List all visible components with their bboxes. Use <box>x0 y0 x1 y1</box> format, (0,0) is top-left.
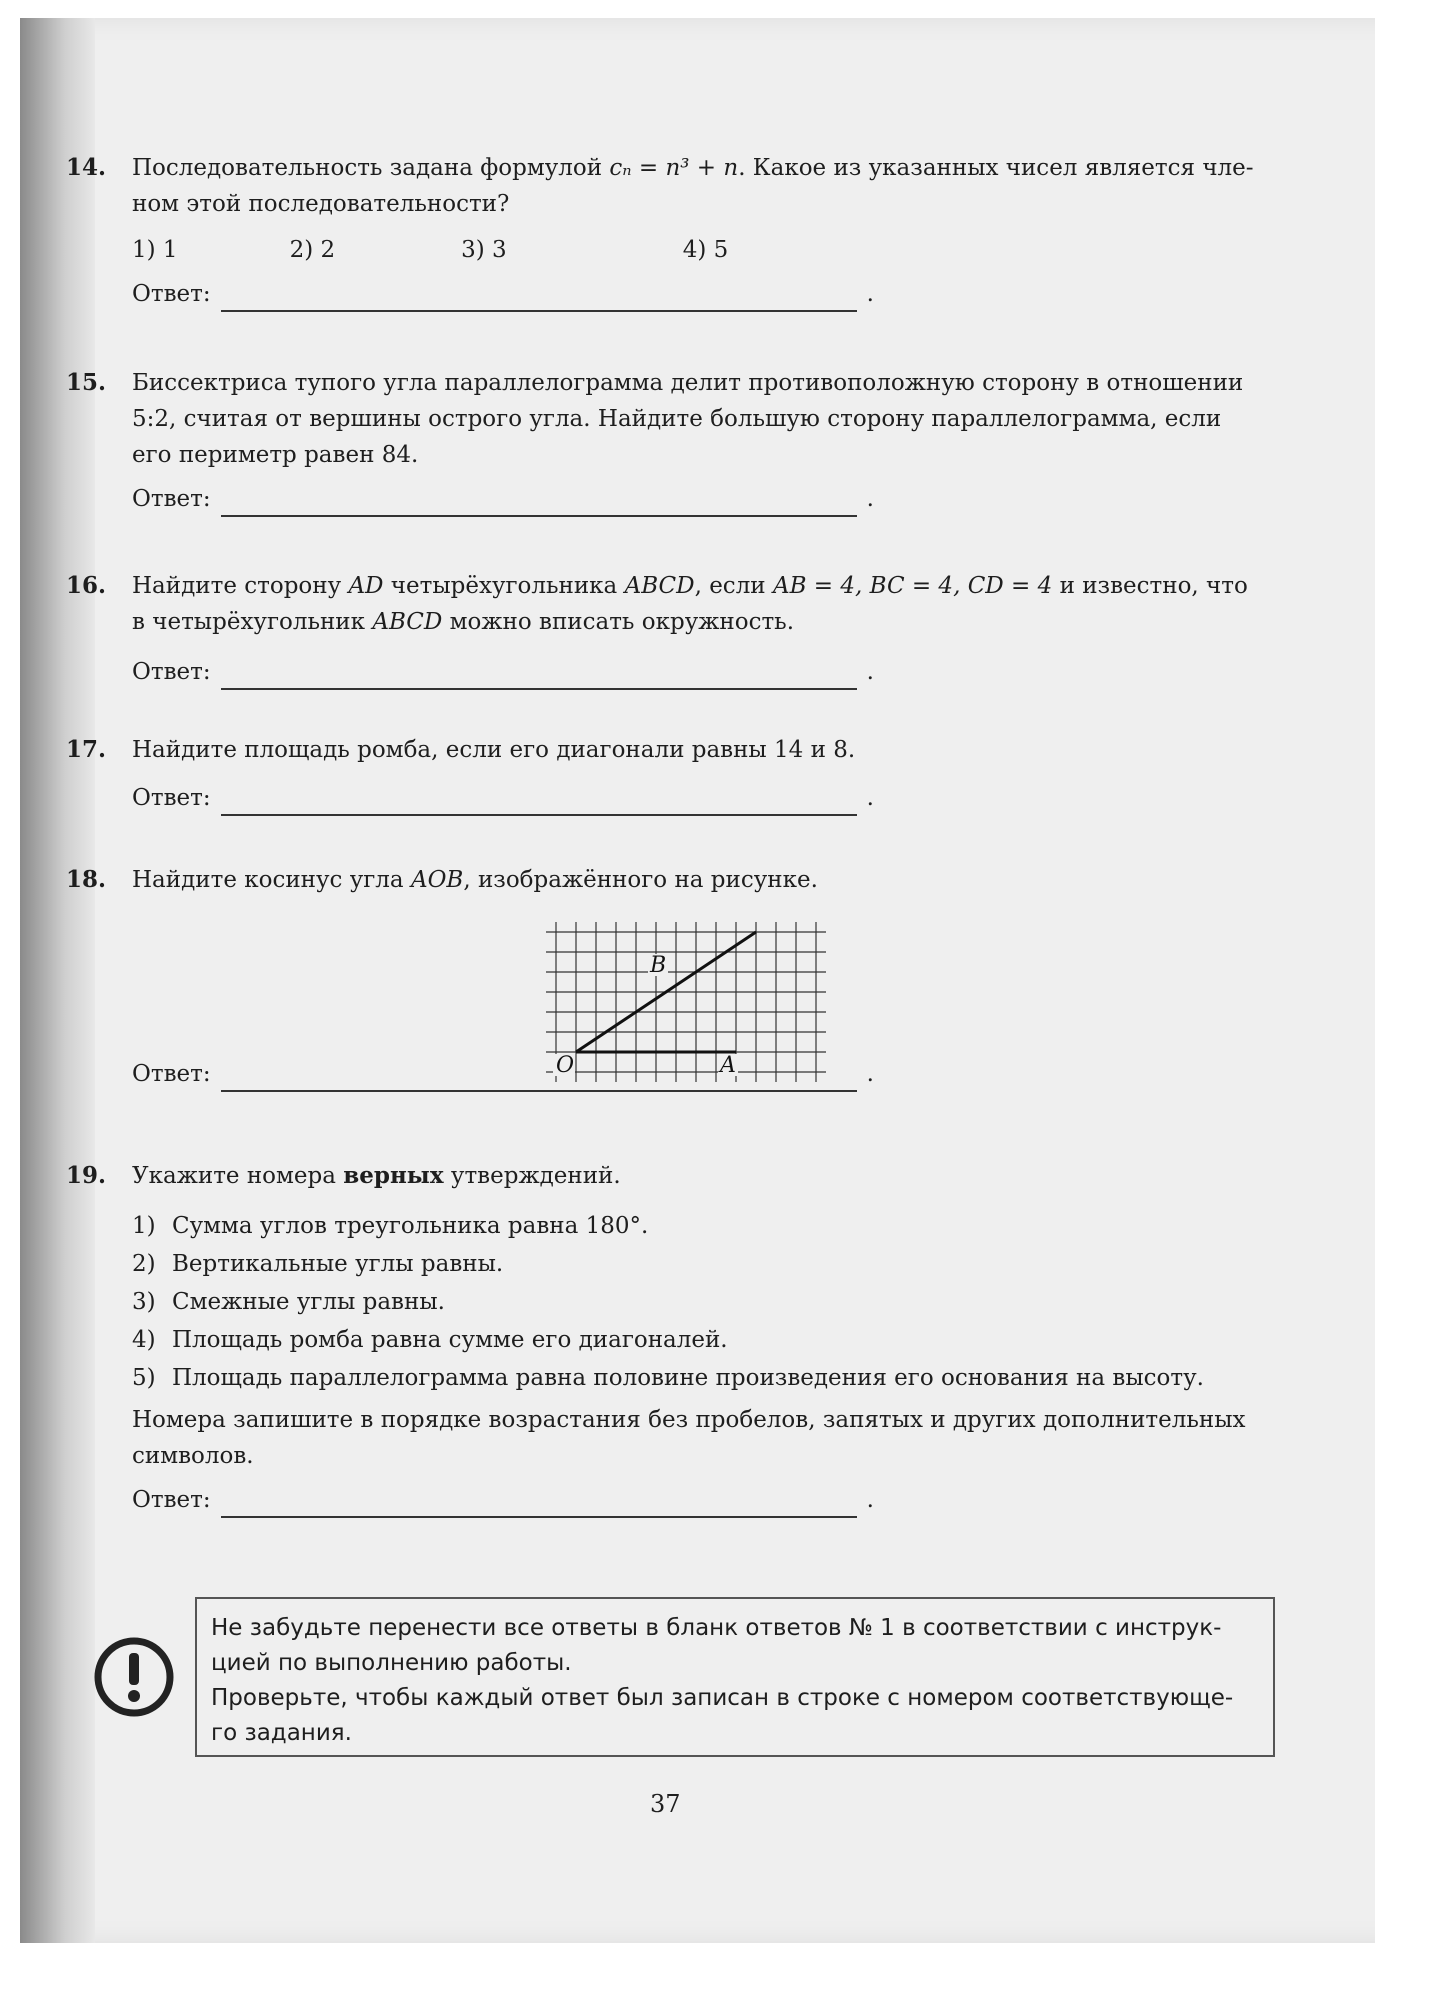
task-text-line: в четырёхугольник ABCD можно вписать окружность. <box>132 609 795 635</box>
task-number: 17. <box>66 736 107 763</box>
task-text-line: Найдите площадь ромба, если его диагонали равны 14 и 8. <box>132 737 856 763</box>
task-17 <box>66 732 1306 816</box>
answer-field[interactable] <box>221 284 857 312</box>
task-text-line: Биссектриса тупого угла параллелограмма делит противоположную сторону в отношении <box>132 370 1244 396</box>
answer-line: Ответ: . <box>132 654 1306 690</box>
task-number: 16. <box>66 572 107 599</box>
task-number: 15. <box>66 369 107 396</box>
choice-2[interactable]: 2) 2 <box>289 237 336 263</box>
task-text-line: его периметр равен 84. <box>132 442 419 468</box>
angle-grid-figure <box>526 912 846 1092</box>
list-item: 1) Сумма углов треугольника равна 180°. <box>132 1213 649 1239</box>
page-number: 37 <box>650 1790 681 1818</box>
answer-line: Ответ: . <box>132 1056 1306 1092</box>
label-o: O <box>556 1053 575 1078</box>
list-item: 2) Вертикальные углы равны. <box>132 1251 504 1277</box>
choice-1[interactable]: 1) 1 <box>132 237 178 263</box>
list-item: 5) Площадь параллелограмма равна половине произведения его основания на высоту. <box>132 1365 1204 1391</box>
task-text-line: Найдите косинус угла AOB, изображённого на рисунке. <box>132 867 818 893</box>
label-b: B <box>650 953 667 978</box>
notice-line: го задания. <box>211 1720 352 1746</box>
task-number: 18. <box>66 866 107 893</box>
exclamation-icon <box>92 1635 176 1719</box>
statement-list <box>132 1208 1306 1396</box>
instruction-line: символов. <box>132 1443 254 1469</box>
answer-line: Ответ: . <box>132 780 1306 816</box>
task-text-line: 5:2, считая от вершины острого угла. Найдите большую сторону параллелограмма, если <box>132 406 1222 432</box>
answer-line: Ответ: . <box>132 481 1306 517</box>
task-19 <box>66 1158 1306 1518</box>
answer-choices <box>132 232 1306 268</box>
task-text-line: Укажите номера верных утверждений. <box>132 1162 621 1189</box>
choice-3[interactable]: 3) 3 <box>461 237 507 263</box>
task-15 <box>66 365 1306 517</box>
notice-line: цией по выполнению работы. <box>211 1650 572 1676</box>
answer-field[interactable] <box>221 662 857 690</box>
notice-line: Проверьте, чтобы каждый ответ был записан в строке с номером соответствующе- <box>211 1685 1234 1711</box>
instruction-line: Номера запишите в порядке возрастания без пробелов, запятых и других дополнительных <box>132 1407 1246 1433</box>
task-14 <box>66 150 1306 312</box>
task-text: Последовательность задана формулой cₙ = n³ + n. Какое из указанных чисел является чле- <box>132 155 1254 181</box>
answer-line: Ответ: . <box>132 1482 1306 1518</box>
task-text-line: ном этой последовательности? <box>132 191 510 217</box>
list-item: 3) Смежные углы равны. <box>132 1289 445 1315</box>
task-number: 19. <box>66 1162 107 1189</box>
answer-field[interactable] <box>221 1490 857 1518</box>
answer-field[interactable] <box>221 489 857 517</box>
notice-line: Не забудьте перенести все ответы в бланк ответов № 1 в соответствии с инструк- <box>211 1615 1222 1641</box>
notice-box <box>195 1597 1275 1757</box>
choice-4[interactable]: 4) 5 <box>682 237 729 263</box>
task-16 <box>66 568 1306 690</box>
list-item: 4) Площадь ромба равна сумме его диагоналей. <box>132 1327 728 1353</box>
answer-line: Ответ: . <box>132 276 1306 312</box>
task-18 <box>66 862 1306 1092</box>
label-a: A <box>720 1053 736 1078</box>
answer-field[interactable] <box>221 788 857 816</box>
task-text-line: Найдите сторону AD четырёхугольника ABCD, если AB = 4, BC = 4, CD = 4 и известно, что <box>132 573 1248 599</box>
formula: cₙ = n³ + n <box>609 155 739 181</box>
task-number: 14. <box>66 154 107 181</box>
